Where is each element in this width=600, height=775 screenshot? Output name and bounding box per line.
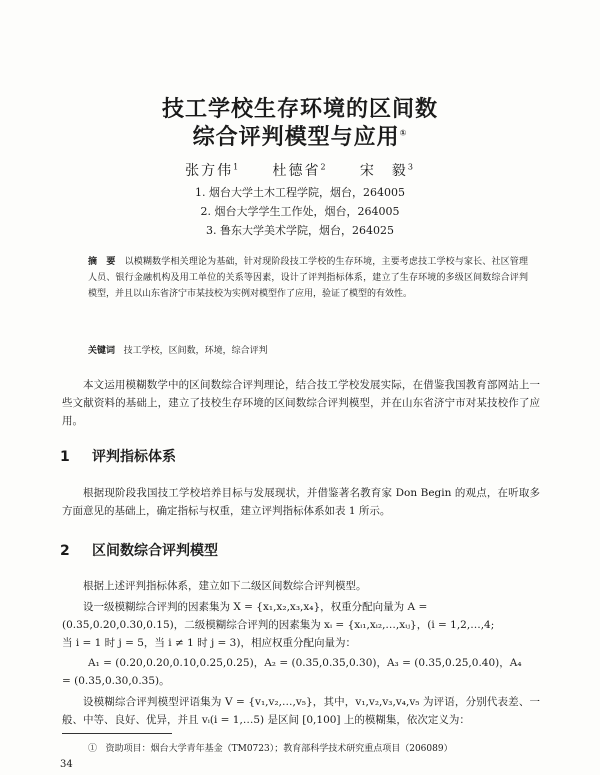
weights-line-1: A₁ = (0.20,0.20,0.10,0.25,0.25)，A₂ = (0.35,0.35,0.30)，A₃ = (0.35,0.25,0.40)，A₄ (88, 657, 522, 669)
abstract-label: 摘 要 (88, 257, 116, 267)
footnote (88, 741, 453, 754)
abstract-text: 以模糊数学相关理论为基础，针对现阶段技工学校的生存环境，主要考虑技工学校与家长、社区管理人员、银行金融机构及用工单位的关系等因素，设计了评判指标体系，建立了生存环境的多级区间数综合评判模型，并且以山东省济宁市某技校为实例对模型作了应用，验证了模型的有效性。 (88, 257, 528, 299)
section-1-heading: 1 评判指标体系 (60, 449, 176, 465)
evaluation-set-paragraph: 设模糊综合评判模型评语集为 V = {v₁,v₂,…,v₅}，其中，v₁,v₂,v₃,v₄,v₅ 为评语，分别代表差、一般、中等、良好、优异，并且 vᵢ(i = 1,…5) 是区间 [0,100] 上的模糊集，依次定义为： (62, 696, 540, 726)
affiliation-1: 1. 烟台大学土木工程学院，烟台，264005 (195, 186, 405, 199)
factor-set-line-2: (0.35,0.20,0.30,0.15)，二级模糊综合评判的因素集为 xᵢ = {xᵢ₁,xᵢ₂,…,xᵢⱼ}，(i = 1,2,…,4; (62, 619, 495, 631)
author-1: 张方伟$^1$ (185, 162, 241, 179)
section-2-intro: 根据上述评判指标体系，建立如下二级区间数综合评判模型。 (83, 580, 367, 592)
section-1-paragraph: 根据现阶段我国技工学校培养目标与发展现状，并借鉴著名教育家 Don Begin 的观点，在听取多方面意见的基础上，确定指标与权重，建立评判指标体系如表 1 所示。 (62, 487, 540, 517)
factor-set-line-1: 设一级模糊综合评判的因素集为 X = {x₁,x₂,x₃,x₄}，权重分配向量为 A = (83, 601, 428, 613)
footnote-mark: ① (88, 744, 98, 754)
weights-line-2: = (0.35,0.30,0.35)。 (62, 675, 170, 687)
paper-title-line-2: 综合评判模型与应用① (192, 125, 408, 150)
page-number: 34 (60, 759, 73, 770)
title-footnote-mark: ① (399, 128, 408, 138)
author-2: 杜德省$^2$ (272, 162, 328, 179)
intro-paragraph: 本文运用模糊数学中的区间数综合评判理论，结合技工学校发展实际，在借鉴我国教育部网站上一些文献资料的基础上，建立了技校生存环境的区间数综合评判模型，并在山东省济宁市对某技校作了应用。 (62, 379, 540, 427)
footnote-divider (62, 733, 172, 734)
paper-title-line-1: 技工学校生存环境的区间数 (161, 97, 438, 122)
keywords (88, 343, 528, 359)
abstract (88, 254, 528, 302)
section-2-heading: 2 区间数综合评判模型 (60, 543, 218, 559)
footnote-text: 资助项目：烟台大学青年基金（TM0723）；教育部科学技术研究重点项目（206089） (105, 744, 453, 754)
author-3: 宋 毅$^3$ (359, 162, 415, 179)
keywords-text: 技工学校，区间数，环境，综合评判 (123, 346, 268, 356)
keywords-label: 关键词 (88, 346, 116, 356)
affiliation-3: 3. 鲁东大学美术学院，烟台，264025 (206, 224, 394, 237)
factor-set-line-3: 当 i = 1 时 j = 5，当 i ≠ 1 时 j = 3)，相应权重分配向量为： (62, 637, 356, 649)
affiliation-2: 2. 烟台大学学生工作处，烟台，264005 (200, 205, 400, 218)
author-list (0, 160, 600, 180)
